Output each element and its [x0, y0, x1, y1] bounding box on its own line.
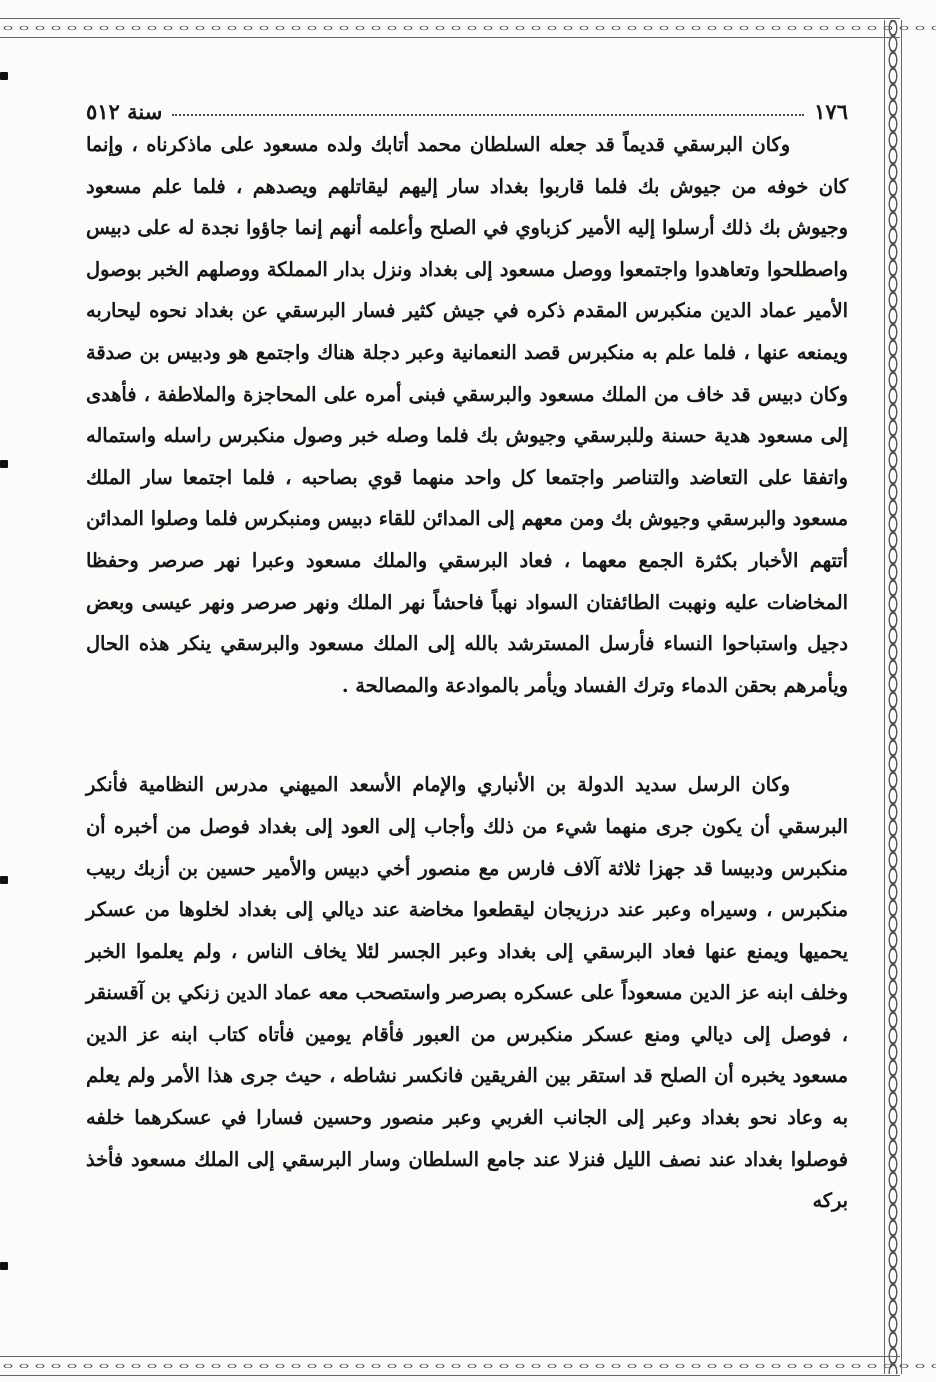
- paragraph-1-text: وكان البرسقي قديماً قد جعله السلطان محمد أتابك ولده مسعود على ماذكرناه ، وإنما كان خوفه من جيوش بك فلما قاربوا بغداد سار إليهم ليقاتلهم ويصدهم ، فلما علم مسعود وجيوش بك ذلك أرسلوا إليه الأمير كزباوي في الصلح وأعلمه أنهم إنما جاؤوا نجدة له على دبيس واصطلحوا وتعاهدوا واجتمعوا ووصل مسعود إلى بغداد ونزل بدار المملكة ووصلهم الخبر بوصول الأمير عماد الدين منكبرس المقدم ذكره في جيش كثير فسار البرسقي عن بغداد نحوه ليحاربه ويمنعه عنها ، فلما علم به منكبرس قصد النعمانية وعبر دجلة هناك واجتمع هو ودبيس بن صدقة وكان دبيس قد خاف من الملك مسعود والبرسقي فبنى أمره على المحاجزة والملاطفة ، فأهدى إلى مسعود هدية حسنة وللبرسقي وجيوش بك فلما وصله خبر وصول منكبرس راسله واستماله واتفقا على التعاضد والتناصر واجتمعا كل واحد منهما قوي بصاحبه ، فلما اجتمعا سار الملك مسعود والبرسقي وجيوش بك ومن معهم إلى المدائن للقاء دبيس ومنبكرس فلما وصلوا المدائن أتتهم الأخبار بكثرة الجمع معهما ، فعاد البرسقي والملك مسعود وعبرا نهر صرصر وحفظا المخاضات عليه ونهبت الطائفتان السواد نهباً فاحشاً نهر الملك ونهر صرصر ونهر عيسى وبعض دجيل واستباحوا النساء فأرسل المسترشد بالله إلى الملك مسعود والبرسقي ينكر هذه الحال ويأمرهم بحقن الدماء وترك الفساد ويأمر بالموادعة والمصالحة .: [86, 133, 848, 697]
- top-border-line: [0, 18, 900, 19]
- bottom-chain-border: [0, 1358, 936, 1374]
- paragraph-gap: [86, 706, 848, 764]
- margin-marker: [0, 1262, 8, 1270]
- page-content: [86, 88, 848, 1352]
- page-number: ١٧٦: [814, 99, 848, 124]
- right-border-line-outer: [901, 20, 902, 1374]
- header-dotted-leader: [172, 114, 804, 116]
- bottom-border-line: [0, 1356, 900, 1357]
- margin-marker: [0, 460, 8, 468]
- paragraph-2-text: وكان الرسل سديد الدولة بن الأنباري والإمام الأسعد الميهني مدرس النظامية فأنكر البرسقي أن يكون جرى منهما شيء من ذلك وأجاب إلى العود إلى بغداد فوصل من أخبره أن منكبرس ودبيسا قد جهزا ثلاثة آلاف فارس مع منصور أخي دبيس والأمير حسين بن أزبك ربيب منكبرس ، وسيراه وعبر عند درزيجان ليقطعوا مخاضة عند ديالي إلى بغداد لخلوها من عسكر يحميها ويمنع عنها فعاد البرسقي إلى بغداد وعبر الجسر لئلا يخاف الناس ، ولم يعلموا الخبر وخلف ابنه عز الدين مسعوداً على عسكره بصرصر واستصحب معه عماد الدين زنكي بن آقسنقر ، فوصل إلى ديالي ومنع عسكر منكبرس من العبور فأقام يومين فأتاه كتاب ابنه عز الدين مسعود يخبره أن الصلح قد استقر بين الفريقين فانكسر نشاطه ، حيث جرى هذا الأمر ولم يعلم به وعاد نحو بغداد وعبر إلى الجانب الغربي وعبر منصور وحسين فسارا في عسكرهما خلفه فوصلوا بغداد عند نصف الليل فنزلا عند جامع السلطان وسار البرسقي إلى الملك مسعود فأخذ بركه: [86, 773, 848, 1213]
- paragraph-1: [86, 124, 848, 706]
- top-border-line-inner: [0, 37, 900, 38]
- header-year: سنة ٥١٢: [86, 99, 163, 124]
- paragraph-2: [86, 764, 848, 1222]
- right-chain-border: [886, 20, 900, 1374]
- running-header: [86, 88, 848, 124]
- margin-marker: [0, 72, 8, 80]
- bottom-border-line-outer: [0, 1375, 900, 1376]
- margin-marker: [0, 876, 8, 884]
- right-border-line: [884, 20, 885, 1374]
- top-chain-border: [0, 20, 936, 36]
